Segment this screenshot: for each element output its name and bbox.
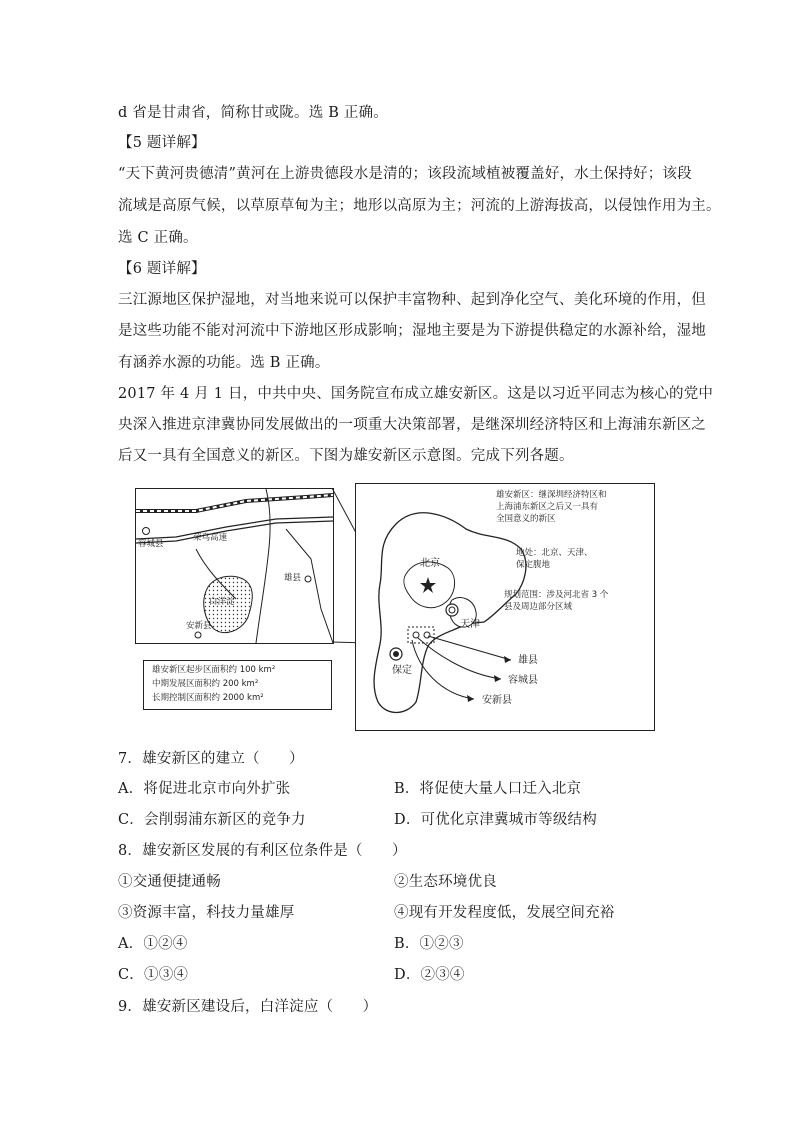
- text-line: 流域是高原气候，以草原草甸为主；地形以高原为主；河流的上游海拔高，以侵蚀作用为主。: [118, 198, 721, 214]
- map-note: 县及周边部分区域: [504, 602, 573, 612]
- map-label-rongcheng: 容城县: [138, 539, 164, 549]
- section-heading-6: 【6 题详解】: [118, 261, 206, 277]
- question-9: 9．雄安新区建设后，白洋淀应（ ）: [118, 999, 378, 1015]
- map-label-xiongxian: 雄县: [518, 655, 538, 666]
- option-7b: B．将促使大量人口迁入北京: [394, 781, 582, 797]
- map-label-baoding: 保定: [392, 665, 412, 676]
- legend-item: 雄安新区起步区面积约 100 km²: [152, 665, 276, 675]
- detail-map: [135, 488, 334, 644]
- text-line: 是这些功能不能对河流中下游地区形成影响；湿地主要是为下游提供稳定的水源补给，湿地: [118, 323, 706, 339]
- option-8c: C．①③④: [118, 967, 189, 983]
- statement-8-3: ③资源丰富，科技力量雄厚: [118, 905, 295, 921]
- question-8: 8．雄安新区发展的有利区位条件是（ ）: [118, 843, 407, 859]
- map-label-beijing: 北京: [420, 558, 440, 569]
- text-line: 后又一具有全国意义的新区。下图为雄安新区示意图。完成下列各题。: [118, 448, 574, 464]
- option-7c: C．会削弱浦东新区的竞争力: [118, 812, 306, 828]
- legend-item: 中期发展区面积约 200 km²: [152, 679, 259, 689]
- statement-8-4: ④现有开发程度低，发展空间充裕: [394, 905, 615, 921]
- map-note: 上海浦东新区之后又一具有: [496, 502, 599, 512]
- map-note: 规划范围：涉及河北省 3 个: [504, 590, 609, 600]
- map-label-rongcheng: 容城县: [508, 675, 538, 686]
- legend-item: 长期控制区面积约 2000 km²: [152, 693, 264, 703]
- text-line: d 省是甘肃省，简称甘或陇。选 B 正确。: [118, 105, 388, 121]
- section-heading-5: 【5 题详解】: [118, 135, 206, 151]
- text-line: 选 C 正确。: [118, 230, 198, 246]
- map-note: 保定腹地: [516, 560, 551, 570]
- option-8d: D．②③④: [394, 967, 465, 983]
- map-label-baiyangdian: 白洋淀: [209, 597, 235, 607]
- statement-8-2: ②生态环境优良: [394, 874, 497, 890]
- text-line: “天下黄河贵德清”黄河在上游贵德段水是清的；该段流域植被覆盖好，水土保持好；该段: [118, 166, 692, 182]
- overview-map: [355, 483, 655, 731]
- statement-8-1: ①交通便捷通畅: [118, 874, 221, 890]
- detail-map-drawing: [136, 489, 333, 643]
- area-legend: [143, 660, 332, 710]
- text-line: 央深入推进京津冀协同发展做出的一项重大决策部署，是继深圳经济特区和上海浦东新区之: [118, 417, 706, 433]
- map-label-expressway: 荣乌高速: [193, 533, 228, 543]
- text-line: 三江源地区保护湿地，对当地来说可以保护丰富物种、起到净化空气、美化环境的作用，但: [118, 292, 706, 308]
- option-7d: D．可优化京津冀城市等级结构: [394, 812, 597, 828]
- option-8a: A．①②④: [118, 936, 188, 952]
- map-label-tianjin: 天津: [460, 619, 480, 630]
- map-label-xiongxian: 雄县: [284, 573, 302, 583]
- map-label-anxin: 安新县: [186, 621, 212, 631]
- map-note: 雄安新区：继深圳经济特区和: [496, 490, 607, 500]
- text-line: 有涵养水源的功能。选 B 正确。: [118, 355, 330, 371]
- option-7a: A．将促进北京市向外扩张: [118, 781, 291, 797]
- map-note: 全国意义的新区: [496, 514, 556, 524]
- question-7: 7．雄安新区的建立（ ）: [118, 751, 304, 767]
- map-label-anxin: 安新县: [482, 695, 512, 706]
- text-line: 2017 年 4 月 1 日，中共中央、国务院宣布成立雄安新区。这是以习近平同志为核心的党中: [118, 386, 714, 402]
- option-8b: B．①②③: [394, 936, 464, 952]
- map-note: 地处：北京、天津、: [516, 548, 593, 558]
